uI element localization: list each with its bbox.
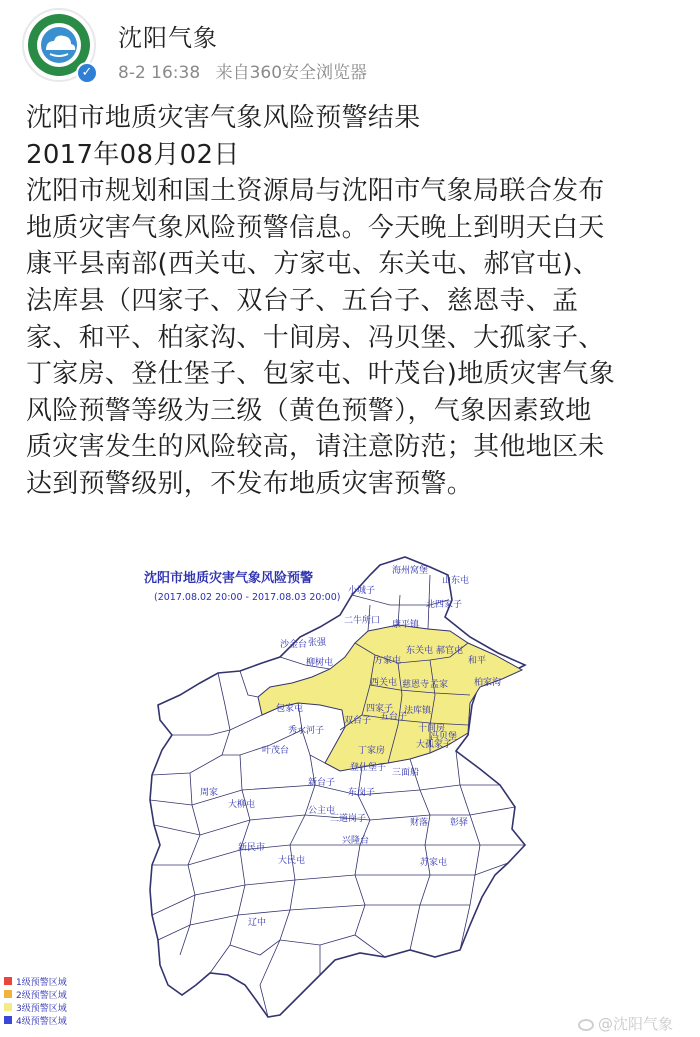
legend-item	[0, 988, 67, 1000]
map-place-label: 双台子	[344, 716, 372, 726]
map-subtitle: (2017.08.02 20:00 - 2017.08.03 20:00)	[154, 592, 341, 603]
map-place-label: 新台子	[308, 778, 336, 788]
map-place-label: 郝官屯	[436, 646, 464, 656]
map-place-label: 三道岗子	[330, 814, 367, 824]
legend-item	[0, 1001, 67, 1013]
map-place-label: 公主屯	[308, 806, 336, 816]
post-line: 达到预警级别，不发布地质灾害预警。	[26, 468, 474, 499]
post-line: 法库县（四家子、双台子、五台子、慈恩寺、孟	[26, 285, 579, 316]
post-line: 地质灾害气象风险预警信息。今天晚上到明天白天	[26, 212, 605, 243]
post-date: 8-2 16:38	[118, 63, 201, 83]
post-text	[26, 100, 676, 503]
map-place-label: 慈恩寺	[402, 680, 430, 690]
map-place-label: 柏家沟	[474, 678, 502, 688]
weibo-watermark	[578, 1013, 673, 1034]
map-place-label: 法库镇	[404, 706, 432, 716]
map-place-label: 张强	[308, 638, 327, 648]
legend-swatch	[4, 1003, 12, 1011]
map-drawing	[130, 545, 700, 1037]
post-line: 丁家房、登仕堡子、包家屯、叶茂台)地质灾害气象	[26, 359, 616, 390]
map-place-label: 和平	[468, 656, 487, 666]
map-place-label: 小城子	[348, 586, 376, 596]
map-place-label: 包家屯	[276, 704, 304, 714]
post-line: 2017年08月02日	[26, 139, 240, 170]
post-source: 来自360安全浏览器	[215, 63, 368, 83]
map-place-label: 孟家	[430, 680, 449, 690]
map-place-label: 康平镇	[392, 620, 420, 630]
post-line: 康平县南部(西关屯、方家屯、东关屯、郝官屯)、	[26, 249, 600, 280]
map-outline	[150, 557, 525, 1017]
account-name[interactable]: 沈阳气象	[118, 24, 218, 52]
map-place-label: 大民屯	[278, 856, 306, 866]
map-place-label: 周家	[200, 788, 219, 798]
map-title: 沈阳市地质灾害气象风险预警	[144, 571, 314, 586]
warning-map[interactable]	[130, 545, 700, 1037]
legend-swatch	[4, 990, 12, 998]
map-place-label: 辽中	[248, 918, 267, 928]
post-line: 沈阳市规划和国土资源局与沈阳市气象局联合发布	[26, 176, 605, 207]
map-place-label: 方家屯	[374, 656, 402, 666]
map-place-label: 彰驿	[450, 818, 469, 828]
legend-swatch	[4, 977, 12, 985]
post-header	[0, 0, 700, 92]
legend-item	[0, 1014, 67, 1026]
map-place-label: 冯贝堡	[430, 732, 458, 742]
map-place-label: 财落	[410, 818, 429, 828]
map-place-label: 新民市	[238, 843, 266, 853]
post-line: 沈阳市地质灾害气象风险预警结果	[26, 103, 421, 133]
map-place-label: 东关屯	[406, 646, 434, 656]
map-place-label: 十间房	[418, 724, 446, 734]
legend-label: 1级预警区域	[16, 977, 67, 988]
map-place-label: 山东屯	[442, 576, 470, 586]
map-place-label: 大孤家子	[416, 740, 453, 750]
map-place-label: 丁家房	[358, 746, 386, 756]
map-place-label: 五台子	[380, 712, 408, 722]
verified-badge-icon: ✓	[76, 62, 98, 84]
map-place-label: 叶茂台	[262, 746, 290, 756]
legend-label: 4级预警区域	[16, 1016, 67, 1027]
legend-label: 2级预警区域	[16, 990, 67, 1001]
post-line: 家、和平、柏家沟、十间房、冯贝堡、大孤家子、	[26, 322, 605, 353]
map-place-label: 西关屯	[370, 678, 398, 688]
map-place-label: 大柳屯	[228, 800, 256, 810]
post-line: 质灾害发生的风险较高，请注意防范；其他地区未	[26, 432, 605, 463]
map-legend	[0, 975, 67, 1027]
map-place-label: 三面船	[392, 768, 420, 778]
map-place-label: 北四家子	[426, 600, 463, 610]
legend-swatch	[4, 1016, 12, 1024]
map-place-label: 苏家屯	[420, 858, 448, 868]
watermark-text: @沈阳气象	[598, 1015, 674, 1033]
post-meta	[118, 58, 367, 83]
legend-item	[0, 975, 67, 987]
map-place-label: 海州窝堡	[392, 566, 429, 576]
map-place-label: 四家子	[366, 704, 394, 714]
map-place-label: 柳树屯	[306, 658, 334, 668]
map-place-label: 东岗子	[348, 788, 376, 798]
map-place-label: 登仕堡子	[350, 763, 387, 773]
map-place-label: 二牛所口	[344, 616, 381, 626]
post-line: 风险预警等级为三级（黄色预警），气象因素致地	[26, 395, 592, 426]
map-place-label: 沙金台	[280, 640, 308, 650]
legend-label: 3级预警区域	[16, 1003, 67, 1014]
map-place-label: 秀水河子	[288, 726, 325, 736]
map-place-label: 兴隆台	[342, 836, 370, 846]
weibo-logo-icon	[578, 1019, 594, 1031]
